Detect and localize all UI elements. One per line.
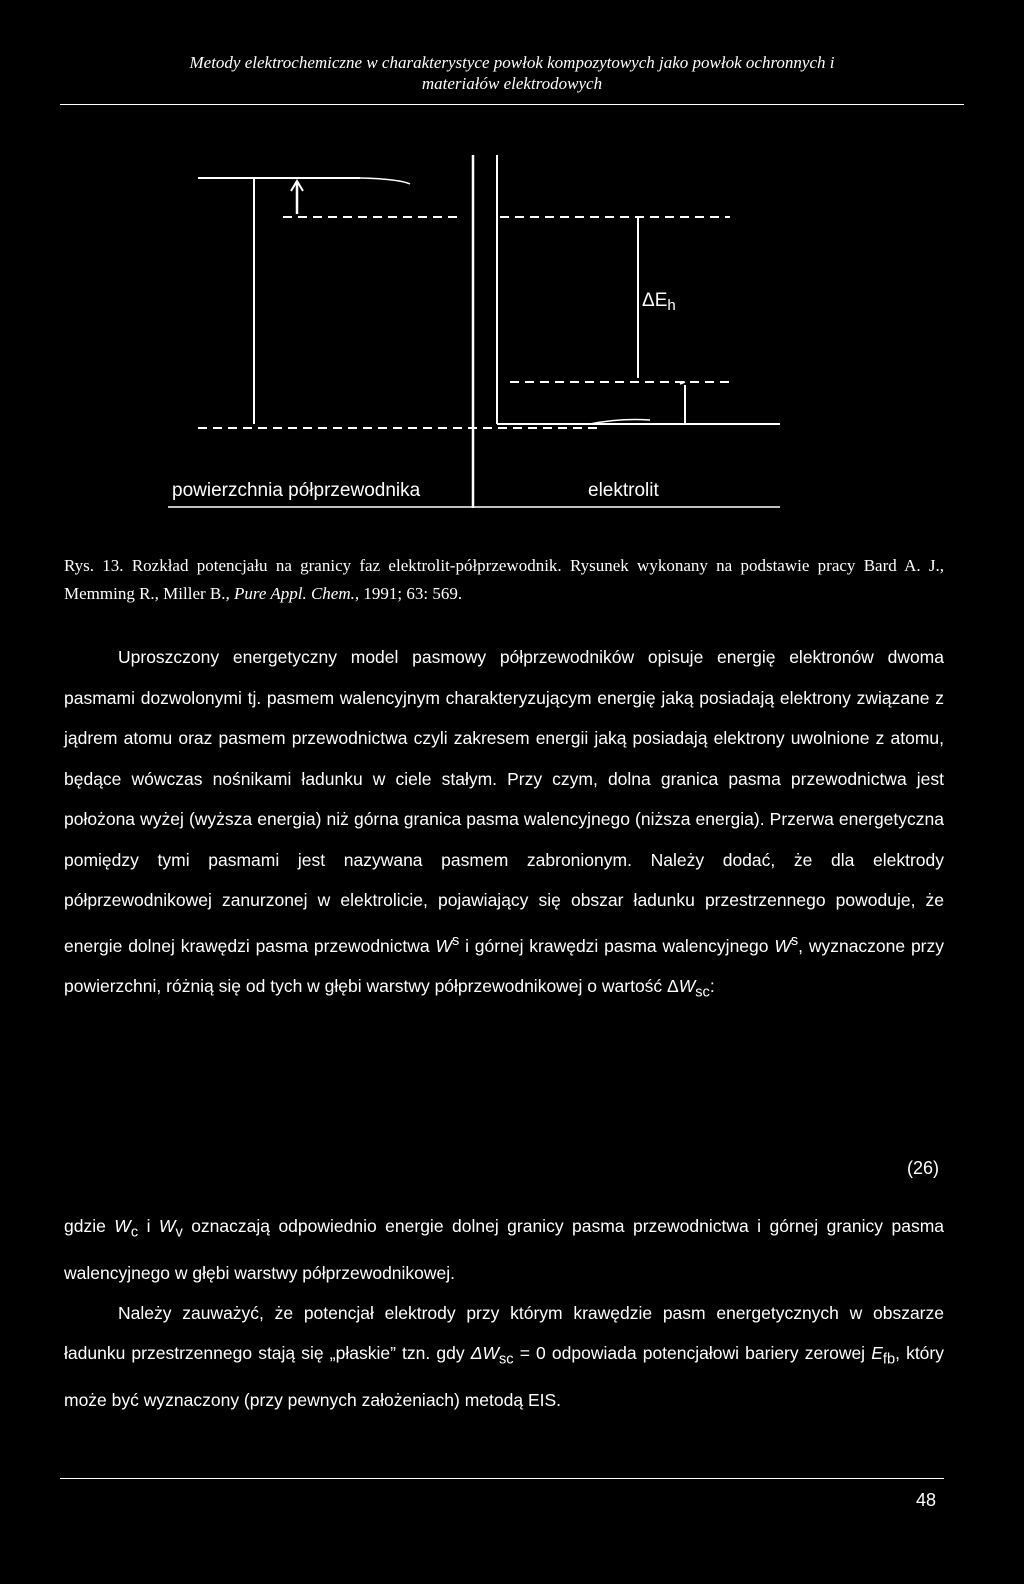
label-semiconductor-surface: powierzchnia półprzewodnika [172, 480, 421, 501]
paragraph-band-model: Uproszczony energetyczny model pasmowy półprzewodników opisuje energię elektronów dwoma pasmami dozwolonymi tj. pasmem walencyjnym charakteryzującym energię jaką posiadają elektrony związane z jądrem atomu oraz pasmem przewodnictwa czyli zakresem energii jaką posiadają elektrony uwolnione z atomu, będące wówczas nośnikami ładunku w ciele stałym. Przy czym, dolna granica pasma przewodnictwa jest położona wyżej (wyższa energia) niż górna granica pasma walencyjnego (niższa energia). Przerwa energetyczna pomiędzy tymi pasmami jest nazywana pasmem zabronionym. Należy dodać, że dla elektrody półprzewodnikowej zanurzonej w elektrolicie, pojawiający się obszar ładunku przestrzennego powoduje, że energie dolnej krawędzi pasma przewodnictwa $W^s$ i górnej krawędzi pasma walencyjnego $W^s$, wyznaczone przy powierzchni, różnią się od tych w głębi warstwy półprzewodnikowej o wartość $\Delta W_{sc}$: [64, 647, 945, 1001]
page-number: 48 [915, 1490, 936, 1510]
paragraph-where: gdzie $W_c$ i $W_v$ oznaczają odpowiednio energie dolnej granicy pasma przewodnictwa i górnej granicy pasma walencyjnego w głębi warstwy półprzewodnikowej. [64, 1216, 945, 1283]
equation-number: (26) [906, 1158, 939, 1178]
footer-rule [60, 1478, 944, 1479]
potential-diagram [0, 140, 1024, 520]
paragraph-flatband: Należy zauważyć, że potencjał elektrody przy którym krawędzie pasm energetycznych w obszarze ładunku przestrzennego stają się „płaskie” tzn. gdy $\Delta W_{sc} = 0$ odpowiada potencjałowi bariery zerowej $E_{fb}$, który może być wyznaczony (przy pewnych założeniach) metodą EIS. [64, 1303, 944, 1410]
left-top-bend [360, 178, 410, 184]
delta-label: $\Delta E_h$ [642, 290, 676, 314]
header-line-2: materiałów elektrodowych [421, 74, 603, 93]
running-header [60, 52, 964, 94]
label-electrolyte: elektrolit [588, 480, 659, 501]
header-rule [60, 104, 964, 105]
figure-caption: Rys. 13. Rozkład potencjału na granicy faz elektrolit-półprzewodnik. Rysunek wykonany na podstawie pracy Bard A. J., Memming R., Miller B., Pure Appl. Chem., 1991; 63: 569. [64, 556, 944, 603]
header-line-1: Metody elektrochemiczne w charakterystyce powłok kompozytowych jako powłok ochronnych i [189, 53, 835, 72]
